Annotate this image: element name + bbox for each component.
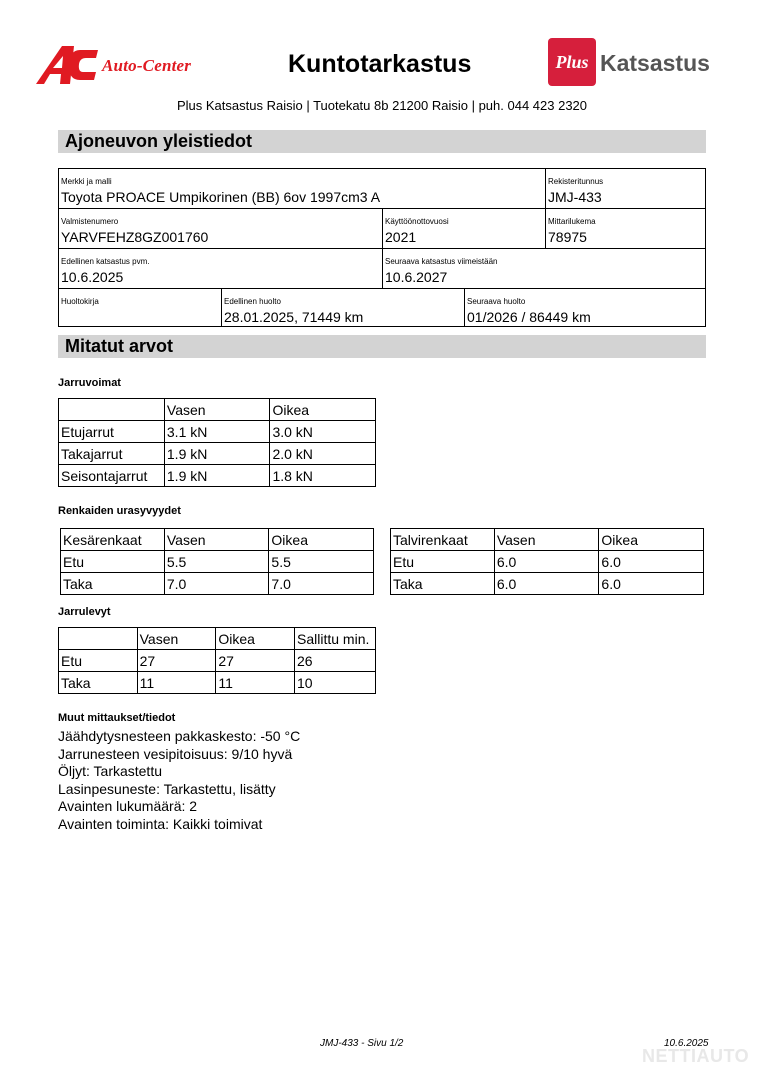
- table-cell: 2.0 kN: [270, 443, 376, 465]
- table-cell: 11: [137, 672, 216, 694]
- make-model-label: Merkki ja malli: [61, 177, 112, 186]
- prev-inspection-label: Edellinen katsastus pvm.: [61, 257, 150, 266]
- prev-service-value: 28.01.2025, 71449 km: [224, 309, 364, 325]
- table-row: [59, 465, 376, 487]
- table-cell: 6.0: [494, 573, 599, 595]
- table-header-row: [391, 529, 704, 551]
- tire-depth-title: Renkaiden urasyvyydet: [58, 505, 181, 517]
- table-cell: Vasen: [137, 628, 216, 650]
- odometer-value: 78975: [548, 229, 587, 245]
- list-item: Lasinpesuneste: Tarkastettu, lisätty: [58, 780, 276, 797]
- first-use-value: 2021: [385, 229, 417, 245]
- make-model-value: Toyota PROACE Umpikorinen (BB) 6ov 1997cm3 A: [61, 189, 381, 205]
- table-cell: 6.0: [599, 551, 704, 573]
- next-service-label: Seuraava huolto: [467, 297, 526, 306]
- table-row: [59, 672, 376, 694]
- page-indicator: JMJ-433 - Sivu 1/2: [320, 1038, 404, 1049]
- table-cell: Taka: [59, 672, 138, 694]
- vin-cell: [58, 208, 382, 248]
- table-cell: 11: [216, 672, 295, 694]
- table-cell: Oikea: [270, 399, 376, 421]
- katsastus-wordmark: Katsastus: [600, 50, 710, 76]
- table-cell: 27: [137, 650, 216, 672]
- table-cell: Vasen: [164, 529, 269, 551]
- table-cell: [59, 628, 138, 650]
- table-cell: Vasen: [494, 529, 599, 551]
- vehicle-info-grid: [58, 168, 706, 327]
- document-title: Kuntotarkastus: [288, 50, 472, 78]
- table-cell: 5.5: [269, 551, 374, 573]
- contact-line: Plus Katsastus Raisio | Tuotekatu 8b 21200 Raisio | puh. 044 423 2320: [176, 98, 588, 113]
- odometer-label: Mittarilukema: [548, 217, 596, 226]
- table-cell: Oikea: [216, 628, 295, 650]
- other-measurements-title: Muut mittaukset/tiedot: [58, 712, 176, 724]
- registration-value: JMJ-433: [548, 189, 602, 205]
- table-cell: Oikea: [269, 529, 374, 551]
- table-cell: 5.5: [164, 551, 269, 573]
- table-cell: Taka: [61, 573, 165, 595]
- auto-center-wordmark: Auto-Center: [102, 56, 192, 75]
- auto-center-logo: [36, 44, 226, 86]
- list-item: Avainten toiminta: Kaikki toimivat: [58, 815, 263, 832]
- service-book-cell: [58, 288, 221, 327]
- list-item: Avainten lukumäärä: 2: [58, 798, 198, 814]
- footer-date: 10.6.2025: [664, 1038, 709, 1049]
- registration-cell: [545, 168, 706, 208]
- table-cell: Vasen: [164, 399, 270, 421]
- make-model-cell: [58, 168, 545, 208]
- table-row: [61, 573, 374, 595]
- section-header-vehicle: Ajoneuvon yleistiedot: [58, 130, 706, 153]
- prev-service-label: Edellinen huolto: [224, 297, 281, 306]
- prev-service-cell: [221, 288, 464, 327]
- brake-forces-title: Jarruvoimat: [58, 377, 121, 389]
- registration-label: Rekisteritunnus: [548, 177, 604, 186]
- table-cell: 3.1 kN: [164, 421, 270, 443]
- brake-discs-table: [58, 627, 376, 694]
- table-cell: [59, 399, 165, 421]
- brake-forces-table: [58, 398, 376, 487]
- table-row: [61, 551, 374, 573]
- vin-value: YARVFEHZ8GZ001760: [61, 229, 209, 245]
- table-cell: Seisontajarrut: [59, 465, 165, 487]
- table-row: [59, 443, 376, 465]
- prev-inspection-value: 10.6.2025: [61, 269, 124, 285]
- table-row: [59, 650, 376, 672]
- table-header-row: [59, 399, 376, 421]
- table-cell: 26: [295, 650, 376, 672]
- summer-tires-table: [60, 528, 374, 595]
- list-item: Öljyt: Tarkastettu: [58, 763, 163, 779]
- table-cell: 27: [216, 650, 295, 672]
- next-inspection-value: 10.6.2027: [385, 269, 448, 285]
- auto-center-mark-icon: [36, 44, 102, 86]
- other-measurements-list: [58, 728, 300, 833]
- table-cell: 1.8 kN: [270, 465, 376, 487]
- winter-tires-table: [390, 528, 704, 595]
- table-header-row: [61, 529, 374, 551]
- plus-badge-logo: Plus: [548, 38, 596, 86]
- first-use-cell: [382, 208, 545, 248]
- brake-discs-title: Jarrulevyt: [58, 606, 111, 618]
- table-cell: Sallittu min.: [295, 628, 376, 650]
- list-item: Jarrunesteen vesipitoisuus: 9/10 hyvä: [58, 745, 293, 762]
- table-cell: Kesärenkaat: [61, 529, 165, 551]
- table-row: [59, 421, 376, 443]
- odometer-cell: [545, 208, 706, 248]
- nettiauto-watermark: NETTIAUTO: [642, 1046, 750, 1066]
- table-cell: 7.0: [164, 573, 269, 595]
- table-cell: Etu: [59, 650, 138, 672]
- list-item: Jäähdytysnesteen pakkaskesto: -50 °C: [58, 728, 301, 744]
- service-book-label: Huoltokirja: [61, 297, 99, 306]
- table-cell: 6.0: [599, 573, 704, 595]
- table-cell: Oikea: [599, 529, 704, 551]
- next-inspection-cell: [382, 248, 706, 288]
- vin-label: Valmistenumero: [61, 217, 119, 226]
- next-inspection-label: Seuraava katsastus viimeistään: [385, 257, 498, 266]
- section-header-measured: Mitatut arvot: [58, 335, 706, 358]
- table-row: [391, 551, 704, 573]
- table-cell: Etu: [391, 551, 495, 573]
- table-cell: Takajarrut: [59, 443, 165, 465]
- table-cell: Talvirenkaat: [391, 529, 495, 551]
- table-cell: 10: [295, 672, 376, 694]
- next-service-value: 01/2026 / 86449 km: [467, 309, 591, 325]
- next-service-cell: [464, 288, 706, 327]
- table-cell: Etu: [61, 551, 165, 573]
- table-cell: Taka: [391, 573, 495, 595]
- table-cell: 7.0: [269, 573, 374, 595]
- table-row: [391, 573, 704, 595]
- first-use-label: Käyttöönottovuosi: [385, 217, 449, 226]
- prev-inspection-cell: [58, 248, 382, 288]
- table-cell: 1.9 kN: [164, 443, 270, 465]
- table-cell: 3.0 kN: [270, 421, 376, 443]
- table-cell: 6.0: [494, 551, 599, 573]
- table-cell: Etujarrut: [59, 421, 165, 443]
- table-header-row: [59, 628, 376, 650]
- table-cell: 1.9 kN: [164, 465, 270, 487]
